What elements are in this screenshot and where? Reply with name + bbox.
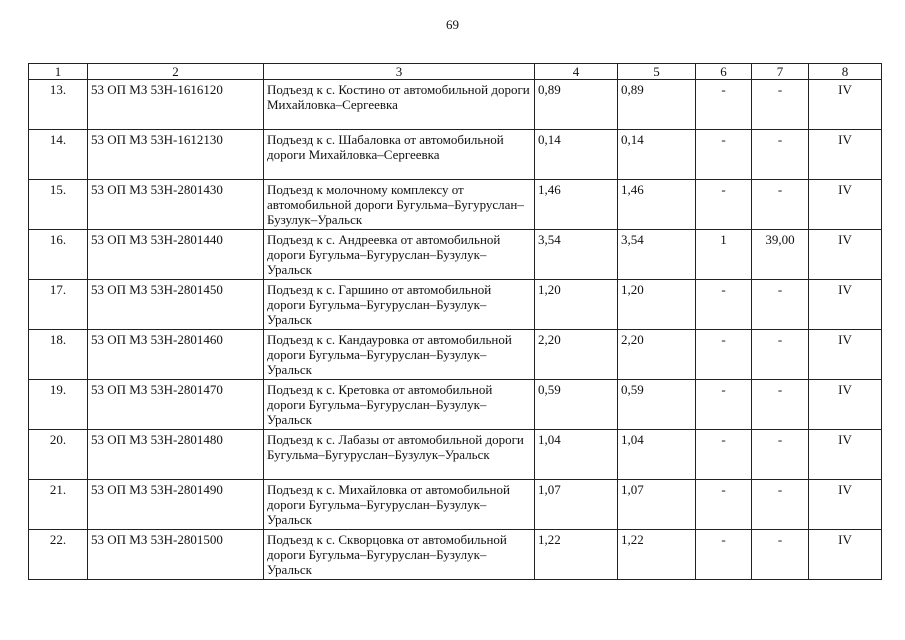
column-7-value-cell: -	[752, 380, 809, 430]
row-number-cell: 22.	[29, 530, 88, 580]
table-row	[29, 330, 882, 380]
table-row	[29, 530, 882, 580]
table-row	[29, 430, 882, 480]
table-header	[29, 64, 882, 80]
road-name-cell: Подъезд к с. Андреевка от автомобильной дороги Бугульма–Бугуруслан–Бузулук–Уральск	[264, 230, 535, 280]
column-6-value-cell: -	[696, 330, 752, 380]
length-value-cell: 1,46	[618, 180, 696, 230]
length-total-cell: 2,20	[535, 330, 618, 380]
column-6-value-cell: -	[696, 530, 752, 580]
table-row	[29, 280, 882, 330]
column-6-value-cell: -	[696, 80, 752, 130]
row-number-cell: 14.	[29, 130, 88, 180]
table-row	[29, 80, 882, 130]
road-name-cell: Подъезд к с. Костино от автомобильной дороги Михайловка–Сергеевка	[264, 80, 535, 130]
length-value-cell: 0,89	[618, 80, 696, 130]
length-total-cell: 1,07	[535, 480, 618, 530]
column-7-value-cell: -	[752, 430, 809, 480]
length-value-cell: 0,14	[618, 130, 696, 180]
road-category-cell: IV	[809, 530, 882, 580]
road-code-cell: 53 ОП МЗ 53Н-2801450	[88, 280, 264, 330]
row-number-cell: 15.	[29, 180, 88, 230]
column-7-value-cell: -	[752, 530, 809, 580]
row-number-cell: 17.	[29, 280, 88, 330]
column-6-value-cell: -	[696, 380, 752, 430]
table-row	[29, 180, 882, 230]
road-category-cell: IV	[809, 130, 882, 180]
road-code-cell: 53 ОП МЗ 53Н-2801460	[88, 330, 264, 380]
road-category-cell: IV	[809, 330, 882, 380]
roads-table	[28, 63, 882, 580]
road-name-cell: Подъезд к с. Лабазы от автомобильной дороги Бугульма–Бугуруслан–Бузулук–Уральск	[264, 430, 535, 480]
road-category-cell: IV	[809, 380, 882, 430]
column-7-value-cell: -	[752, 80, 809, 130]
road-code-cell: 53 ОП МЗ 53Н-2801430	[88, 180, 264, 230]
road-name-cell: Подъезд к молочному комплексу от автомобильной дороги Бугульма–Бугуруслан–Бузулук–Уральск	[264, 180, 535, 230]
header-cell-3: 3	[264, 64, 535, 80]
column-7-value-cell: 39,00	[752, 230, 809, 280]
table-row	[29, 480, 882, 530]
table-body	[29, 80, 882, 580]
row-number-cell: 18.	[29, 330, 88, 380]
column-6-value-cell: -	[696, 430, 752, 480]
column-7-value-cell: -	[752, 480, 809, 530]
road-code-cell: 53 ОП МЗ 53Н-2801500	[88, 530, 264, 580]
column-6-value-cell: -	[696, 180, 752, 230]
road-category-cell: IV	[809, 180, 882, 230]
column-7-value-cell: -	[752, 180, 809, 230]
header-cell-6: 6	[696, 64, 752, 80]
road-name-cell: Подъезд к с. Михайловка от автомобильной дороги Бугульма–Бугуруслан–Бузулук–Уральск	[264, 480, 535, 530]
road-name-cell: Подъезд к с. Шабаловка от автомобильной дороги Михайловка–Сергеевка	[264, 130, 535, 180]
road-name-cell: Подъезд к с. Гаршино от автомобильной дороги Бугульма–Бугуруслан–Бузулук–Уральск	[264, 280, 535, 330]
row-number-cell: 13.	[29, 80, 88, 130]
road-name-cell: Подъезд к с. Кандауровка от автомобильной дороги Бугульма–Бугуруслан–Бузулук–Уральск	[264, 330, 535, 380]
header-cell-5: 5	[618, 64, 696, 80]
length-value-cell: 1,22	[618, 530, 696, 580]
length-value-cell: 1,20	[618, 280, 696, 330]
header-cell-1: 1	[29, 64, 88, 80]
road-category-cell: IV	[809, 480, 882, 530]
length-total-cell: 0,59	[535, 380, 618, 430]
length-total-cell: 0,14	[535, 130, 618, 180]
length-total-cell: 1,46	[535, 180, 618, 230]
road-category-cell: IV	[809, 280, 882, 330]
road-code-cell: 53 ОП МЗ 53Н-2801480	[88, 430, 264, 480]
road-category-cell: IV	[809, 80, 882, 130]
header-cell-7: 7	[752, 64, 809, 80]
road-code-cell: 53 ОП МЗ 53Н-1612130	[88, 130, 264, 180]
length-value-cell: 1,07	[618, 480, 696, 530]
row-number-cell: 19.	[29, 380, 88, 430]
road-code-cell: 53 ОП МЗ 53Н-2801490	[88, 480, 264, 530]
table-row	[29, 230, 882, 280]
row-number-cell: 21.	[29, 480, 88, 530]
header-cell-2: 2	[88, 64, 264, 80]
length-total-cell: 3,54	[535, 230, 618, 280]
column-6-value-cell: -	[696, 130, 752, 180]
length-value-cell: 3,54	[618, 230, 696, 280]
row-number-cell: 20.	[29, 430, 88, 480]
length-total-cell: 1,22	[535, 530, 618, 580]
road-code-cell: 53 ОП МЗ 53Н-1616120	[88, 80, 264, 130]
road-code-cell: 53 ОП МЗ 53Н-2801440	[88, 230, 264, 280]
column-7-value-cell: -	[752, 280, 809, 330]
length-total-cell: 1,04	[535, 430, 618, 480]
header-cell-4: 4	[535, 64, 618, 80]
road-category-cell: IV	[809, 430, 882, 480]
page-number: 69	[446, 17, 459, 32]
table-row	[29, 130, 882, 180]
road-name-cell: Подъезд к с. Скворцовка от автомобильной дороги Бугульма–Бугуруслан–Бузулук–Уральск	[264, 530, 535, 580]
header-row	[29, 64, 882, 80]
length-total-cell: 1,20	[535, 280, 618, 330]
column-6-value-cell: 1	[696, 230, 752, 280]
column-7-value-cell: -	[752, 330, 809, 380]
road-name-cell: Подъезд к с. Кретовка от автомобильной дороги Бугульма–Бугуруслан–Бузулук–Уральск	[264, 380, 535, 430]
table-row	[29, 380, 882, 430]
length-value-cell: 1,04	[618, 430, 696, 480]
length-value-cell: 0,59	[618, 380, 696, 430]
column-7-value-cell: -	[752, 130, 809, 180]
column-6-value-cell: -	[696, 480, 752, 530]
length-total-cell: 0,89	[535, 80, 618, 130]
length-value-cell: 2,20	[618, 330, 696, 380]
header-cell-8: 8	[809, 64, 882, 80]
row-number-cell: 16.	[29, 230, 88, 280]
road-code-cell: 53 ОП МЗ 53Н-2801470	[88, 380, 264, 430]
column-6-value-cell: -	[696, 280, 752, 330]
road-category-cell: IV	[809, 230, 882, 280]
